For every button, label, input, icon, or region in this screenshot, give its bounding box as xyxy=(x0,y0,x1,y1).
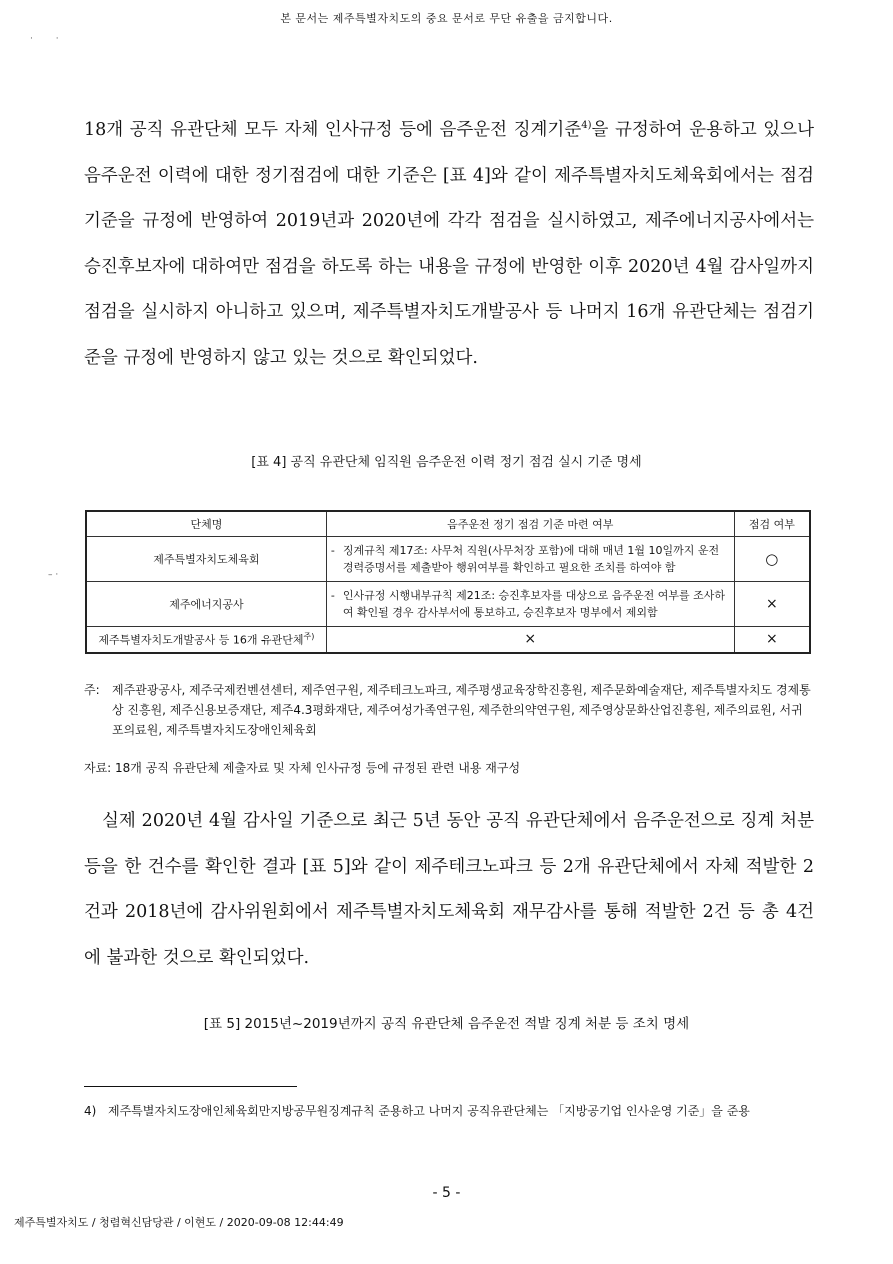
check-cell: × xyxy=(734,582,810,627)
note-text: 제주관광공사, 제주국제컨벤션센터, 제주연구원, 제주테크노파크, 제주평생교육장학진흥원, 제주문화예술재단, 제주특별자치도 경제통상 진흥원, 제주신용보증재단, 제주4.3평화재단, 제주여성가족연구원, 제주한의약연구원, 제주영상문화산업진흥원, 제주의료원, 서귀포의료원, 제주특별자치도장애인체육회 xyxy=(112,683,811,737)
scan-mark: – · xyxy=(48,570,59,580)
paragraph-1 xyxy=(84,108,814,381)
header-org-name: 단체명 xyxy=(86,511,326,537)
header-notice: 본 문서는 제주특별자치도의 중요 문서로 무단 유출을 금지합니다. xyxy=(280,12,613,25)
check-cell: × xyxy=(734,627,810,653)
footnote-number: 4) xyxy=(84,1104,97,1118)
standard-cell xyxy=(326,582,734,627)
footnote-text: 제주특별자치도장애인체육회만지방공무원징계규칙 준용하고 나머지 공직유관단체는 「지방공기업 인사운영 기준」을 준용 xyxy=(108,1104,750,1118)
list-dash: - xyxy=(330,544,335,557)
table-header-row xyxy=(86,511,810,537)
standard-text: 징계규칙 제17조: 사무처 직원(사무처장 포함)에 대해 매년 1월 10일까지 운전경력증명서를 제출받아 행위여부를 확인하고 필요한 조치를 하여야 함 xyxy=(342,544,720,574)
org-name-cell: 제주에너지공사 xyxy=(86,582,326,627)
paragraph-1-text-a: 18개 공직 유관단체 모두 자체 인사규정 등에 음주운전 징계기준 xyxy=(84,120,582,140)
table-row xyxy=(86,537,810,582)
footnote-reference: 4) xyxy=(581,120,592,132)
paragraph-1-text-b: 을 규정하여 운용하고 있으나 음주운전 이력에 대한 정기점검에 대한 기준은 [표 4]와 같이 제주특별자치도체육회에서는 점검기준을 규정에 반영하여 2019년과 2020년에 각각 점검을 실시하였고, 제주에너지공사에서는 승진후보자에 대하여만 점검을 하도록 하는 내용을 규정에 반영한 이후 2020년 4월 감사일까지 점검을 실시하지 아니하고 있으며, 제주특별자치도개발공사 등 나머지 16개 유관단체는 점검기준을 규정에 반영하지 않고 있는 것으로 확인되었다. xyxy=(84,120,814,368)
table-note-mark: 주) xyxy=(303,631,315,641)
standard-cell: × xyxy=(326,627,734,653)
list-dash: - xyxy=(330,589,335,602)
table-5-caption: [표 5] 2015년~2019년까지 공직 유관단체 음주운전 적발 징계 처분 등 조치 명세 xyxy=(203,1016,690,1032)
table-row xyxy=(86,627,810,653)
table-row xyxy=(86,582,810,627)
header-standard: 음주운전 정기 점검 기준 마련 여부 xyxy=(326,511,734,537)
table-4-caption: [표 4] 공직 유관단체 임직원 음주운전 이력 정기 점검 실시 기준 명세 xyxy=(251,455,642,470)
org-name-text: 제주특별자치도개발공사 등 16개 유관단체 xyxy=(98,633,304,647)
page-number: - 5 - xyxy=(432,1185,461,1201)
footnote-divider xyxy=(84,1086,297,1087)
standard-cell xyxy=(326,537,734,582)
scan-mark: · · xyxy=(30,34,59,44)
org-name-cell xyxy=(86,627,326,653)
footnote xyxy=(84,1101,814,1121)
document-footer: 제주특별자치도 / 청렴혁신담당관 / 이현도 / 2020-09-08 12:44:49 xyxy=(14,1216,344,1229)
table-4 xyxy=(85,510,811,654)
standard-text: 인사규정 시행내부규칙 제21조: 승진후보자를 대상으로 음주운전 여부를 조사하여 확인될 경우 감사부서에 통보하고, 승진후보자 명부에서 제외함 xyxy=(342,589,726,619)
paragraph-2 xyxy=(84,799,814,981)
check-cell: ○ xyxy=(734,537,810,582)
note-prefix: 주: xyxy=(84,683,100,697)
paragraph-2-text: 실제 2020년 4월 감사일 기준으로 최근 5년 동안 공직 유관단체에서 음주운전으로 징계 처분 등을 한 건수를 확인한 결과 [표 5]와 같이 제주테크노파크 등 2개 유관단체에서 자체 적발한 2건과 2018년에 감사위원회에서 제주특별자치도체육회 재무감사를 통해 적발한 2건 등 총 4건에 불과한 것으로 확인되었다. xyxy=(84,811,814,968)
org-name-cell: 제주특별자치도체육회 xyxy=(86,537,326,582)
table-source: 자료: 18개 공직 유관단체 제출자료 및 자체 인사규정 등에 규정된 관련 내용 재구성 xyxy=(84,761,521,775)
table-note xyxy=(84,680,814,740)
header-check: 점검 여부 xyxy=(734,511,810,537)
